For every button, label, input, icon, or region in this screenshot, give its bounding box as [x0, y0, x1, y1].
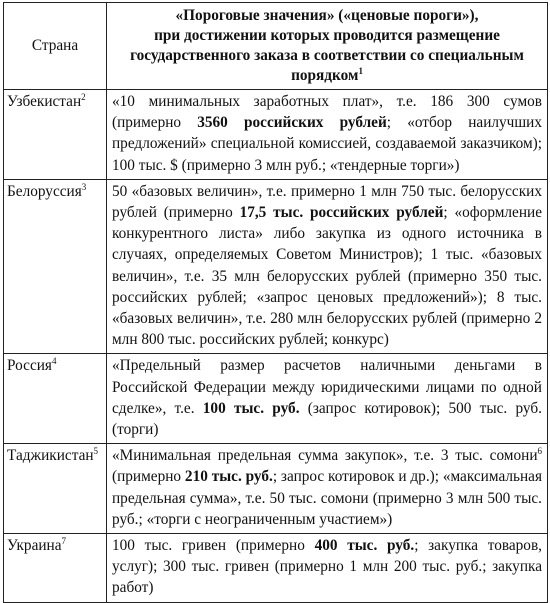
- threshold-highlight: 400 тыс. руб.: [314, 537, 415, 555]
- country-footnote-ref: 3: [81, 181, 87, 192]
- threshold-text: ; «оформление конкурентного листа» либо закупка из одного источника в случаях, определяемых Советом Министров); 1 тыс. «базовых величин», т.е. 35 млн белорусских рублей (примерно 350 тыс. российских рублей; «запрос ценовых предложений»); 8 тыс. «базовых величин», т.е. 280 млн белорусских рублей (примерно 2 млн 800 тыс. российских рублей; конкурс): [112, 204, 543, 349]
- threshold-text: ; закупка товаров, услуг); 300 тыс. гривен (примерно 1 млн 200 тыс. руб.; закупка работ): [112, 537, 542, 597]
- header-country-label: Страна: [31, 37, 79, 55]
- country-footnote-ref: 2: [81, 92, 86, 102]
- threshold-highlight: 17,5 тыс. российских рублей: [239, 204, 444, 222]
- table-body: [4, 90, 548, 603]
- country-name: Узбекистан: [7, 93, 82, 110]
- header-thresholds: [107, 3, 548, 90]
- threshold-cell: [107, 534, 548, 603]
- threshold-text: 50 «базовых величин», т.е. примерно 1 млн 750 тыс. белорусских рублей (примерно: [112, 182, 542, 222]
- table-row: [4, 444, 548, 534]
- threshold-highlight: 100 тыс. руб.: [202, 399, 300, 417]
- country-footnote-ref: 7: [61, 536, 67, 547]
- threshold-table: [3, 2, 548, 603]
- country-cell: [4, 179, 107, 354]
- threshold-text: (запрос котировок); 500 тыс. руб. (торги): [112, 399, 542, 439]
- country-cell: [4, 354, 107, 444]
- document: [3, 2, 547, 603]
- country-name: Таджикистан: [7, 447, 94, 465]
- threshold-highlight: 210 тыс. руб.: [184, 468, 273, 486]
- country-cell: [4, 90, 107, 180]
- threshold-cell: [107, 90, 548, 180]
- threshold-cell: [107, 444, 548, 534]
- footnote-ref: 6: [537, 446, 542, 457]
- table-row: [4, 179, 548, 354]
- threshold-text: 100 тыс. гривен (примерно: [112, 537, 315, 555]
- table-row: [4, 90, 548, 180]
- table-header-row: [4, 3, 548, 90]
- country-footnote-ref: 5: [93, 446, 99, 457]
- threshold-text: «Предельный размер расчетов наличными деньгами в Российской Федерации между юридическими лицами по одной сделке», т.е.: [112, 357, 542, 417]
- threshold-highlight: 3560 российских рублей: [197, 114, 387, 132]
- threshold-text: ; запрос котировок и др.); «максимальная предельная сумма», т.е. 50 тыс. сомони (примерно 3 млн 500 тыс. руб.; «торги с неограниченным участием»): [112, 468, 542, 528]
- header-thresholds-line1: «Пороговые значения» («ценовые пороги»),: [175, 7, 479, 24]
- header-thresholds-line2: при достижении которых проводится размещение государственного заказа в соответствии со специальным порядком: [130, 27, 524, 84]
- country-footnote-ref: 4: [51, 356, 57, 367]
- table-row: [4, 354, 548, 444]
- header-country: [4, 3, 107, 90]
- country-name: Украина: [7, 537, 62, 555]
- threshold-text: «Минимальная предельная сумма закупок», т.е. 3 тыс. сомони: [112, 447, 538, 465]
- threshold-text: (примерно: [112, 468, 185, 486]
- country-cell: [4, 534, 107, 603]
- threshold-cell: [107, 354, 548, 444]
- country-name: Белоруссия: [7, 182, 82, 200]
- country-cell: [4, 444, 107, 534]
- threshold-cell: [107, 179, 548, 354]
- threshold-text: «10 минимальных заработных плат», т.е. 186 300 сумов (примерно: [112, 93, 542, 132]
- header-footnote-ref: 1: [358, 66, 363, 76]
- table-row: [4, 534, 548, 603]
- country-name: Россия: [7, 357, 52, 375]
- threshold-text: ; «отбор наилучших предложений» специальной комиссией, создаваемой заказчиком); 100 тыс. $ (примерно 3 млн руб.; «тендерные торги»): [112, 114, 542, 174]
